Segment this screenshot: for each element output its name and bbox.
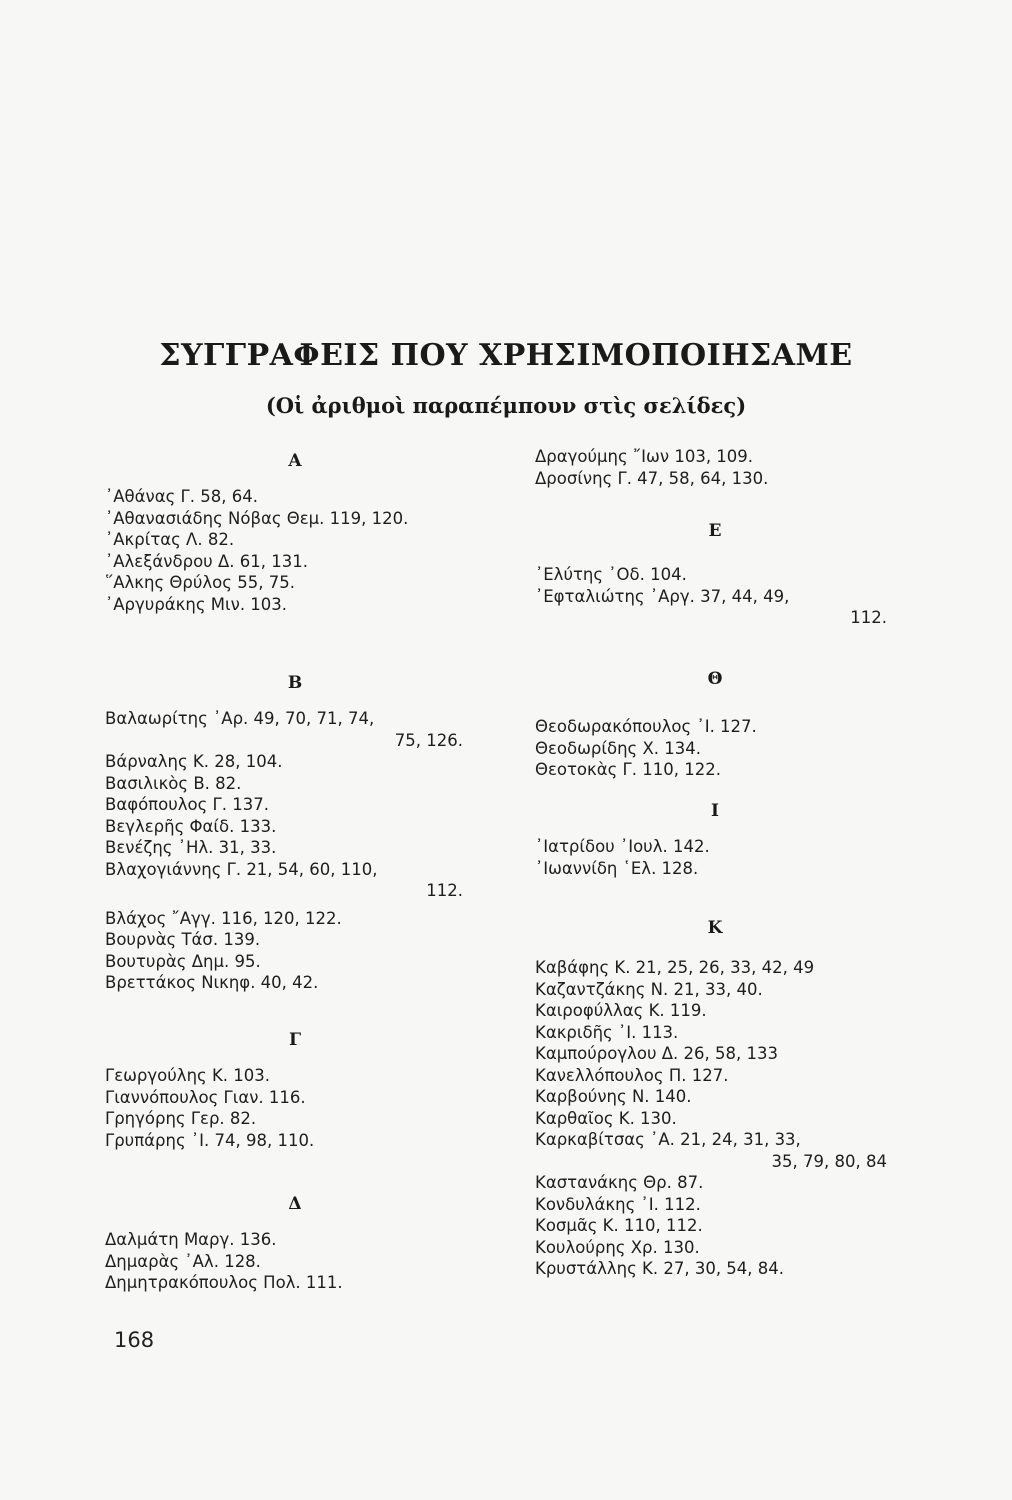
index-entry: ᾿Αθάνας Γ. 58, 64.	[105, 487, 258, 506]
section-letter: Β	[287, 673, 303, 693]
index-entry: ᾿Ιατρίδου ᾿Ιουλ. 142.	[535, 837, 710, 856]
section-letter: Ι	[711, 801, 719, 821]
index-entry: Δροσίνης Γ. 47, 58, 64, 130.	[535, 468, 769, 488]
index-entry: Κανελλόπουλος Π. 127.	[535, 1065, 729, 1085]
index-entry: Θεοδωρακόπουλος ᾿Ι. 127.	[535, 717, 757, 736]
section-letter: Α	[288, 451, 302, 471]
index-section-gamma	[105, 1029, 485, 1151]
index-entry: Γιαννόπουλος Γιαν. 116.	[105, 1087, 306, 1107]
index-entry: Καμπούρογλου Δ. 26, 58, 133	[535, 1044, 778, 1063]
index-section-beta	[105, 672, 485, 994]
index-entry: Γεωργούλης Κ. 103.	[105, 1066, 271, 1085]
index-section-delta	[105, 1193, 485, 1294]
index-entry: Βρεττάκος Νικηφ. 40, 42.	[105, 973, 319, 992]
index-entry: ᾿Ακρίτας Λ. 82.	[105, 530, 235, 549]
index-section-iota	[535, 800, 895, 879]
index-entry: Καρβούνης Ν. 140.	[535, 1087, 692, 1106]
section-letter: Γ	[288, 1030, 302, 1050]
index-entry: Βουτυρὰς Δημ. 95.	[105, 951, 261, 971]
page-number: 168	[114, 1328, 155, 1352]
index-entry: Κοσμᾶς Κ. 110, 112.	[535, 1216, 703, 1235]
index-entry: ᾿Ελύτης ᾿Οδ. 104.	[535, 565, 687, 584]
index-entry: ῞Αλκης Θρύλος 55, 75.	[105, 573, 295, 592]
index-entry-continuation: 35, 79, 80, 84	[771, 1151, 887, 1171]
index-entry: Κονδυλάκης ᾿Ι. 112.	[535, 1194, 701, 1214]
section-letter: Κ	[707, 918, 723, 938]
index-entry: ᾿Αλεξάνδρου Δ. 61, 131.	[105, 551, 308, 571]
index-entry: Θεοδωρίδης Χ. 134.	[535, 738, 701, 758]
section-letter: Δ	[288, 1194, 302, 1214]
index-section-delta-cont	[535, 446, 895, 489]
index-entry: Δημαρὰς ᾿Αλ. 128.	[105, 1251, 261, 1271]
index-section-epsilon	[535, 520, 895, 629]
index-entry: Γρυπάρης ᾿Ι. 74, 98, 110.	[105, 1130, 315, 1150]
index-entry: Καζαντζάκης Ν. 21, 33, 40.	[535, 979, 763, 999]
index-entry: Δημητρακόπουλος Πολ. 111.	[105, 1273, 343, 1292]
index-entry: Καβάφης Κ. 21, 25, 26, 33, 42, 49	[535, 958, 815, 977]
index-entry: Θεοτοκὰς Γ. 110, 122.	[535, 760, 721, 779]
index-entry: ᾿Αργυράκης Μιν. 103.	[105, 594, 288, 614]
index-entry: Βαφόπουλος Γ. 137.	[105, 795, 269, 814]
index-entry: Βαλαωρίτης ᾿Αρ. 49, 70, 71, 74,	[105, 709, 375, 728]
index-entry: Βλαχογιάννης Γ. 21, 54, 60, 110,	[105, 859, 378, 879]
index-section-alpha	[105, 450, 485, 615]
section-letter: Ε	[708, 521, 722, 541]
index-entry-continuation: 112.	[426, 881, 463, 900]
index-entry: Βενέζης ᾿Ηλ. 31, 33.	[105, 838, 277, 857]
index-entry: Καρκαβίτσας ᾿Α. 21, 24, 31, 33,	[535, 1130, 801, 1149]
index-entry: Καιροφύλλας Κ. 119.	[535, 1001, 707, 1020]
index-entry: Γρηγόρης Γερ. 82.	[105, 1109, 257, 1128]
index-entry: Βεγλερῆς Φαίδ. 133.	[105, 816, 277, 836]
index-entry: Δαλμάτη Μαργ. 136.	[105, 1230, 277, 1249]
index-entry: Κακριδῆς ᾿Ι. 113.	[535, 1022, 679, 1042]
index-entry: Κουλούρης Χρ. 130.	[535, 1237, 700, 1257]
index-entry: Δραγούμης ῎Ιων 103, 109.	[535, 447, 754, 466]
index-entry: ᾿Εφταλιώτης ᾿Αργ. 37, 44, 49,	[535, 586, 790, 606]
index-entry-continuation: 112.	[850, 608, 887, 627]
index-entry: Βουρνὰς Τάσ. 139.	[105, 930, 261, 949]
index-entry: Βασιλικὸς Β. 82.	[105, 773, 242, 793]
index-entry: ᾿Ιωαννίδη ῾Ελ. 128.	[535, 858, 699, 878]
index-section-theta	[535, 668, 895, 781]
index-entry: Καστανάκης Θρ. 87.	[535, 1173, 704, 1192]
index-entry: Κρυστάλλης Κ. 27, 30, 54, 84.	[535, 1259, 785, 1278]
section-letter: Θ	[707, 669, 723, 689]
index-entry: Βλάχος ῎Αγγ. 116, 120, 122.	[105, 908, 342, 928]
index-entry: Βάρναλης Κ. 28, 104.	[105, 752, 283, 771]
index-section-kappa	[535, 917, 895, 1280]
page-title: ΣΥΓΓΡΑΦΕΙΣ ΠΟΥ ΧΡΗΣΙΜΟΠΟΙΗΣΑΜΕ	[159, 338, 853, 373]
index-entry: Καρθαῖος Κ. 130.	[535, 1108, 677, 1128]
index-entry-continuation: 75, 126.	[394, 730, 463, 750]
page-subtitle: (Οἱ ἀριθμοὶ παραπέμπουν στὶς σελίδες)	[265, 393, 747, 418]
index-entry: ᾿Αθανασιάδης Νόβας Θεμ. 119, 120.	[105, 508, 409, 528]
